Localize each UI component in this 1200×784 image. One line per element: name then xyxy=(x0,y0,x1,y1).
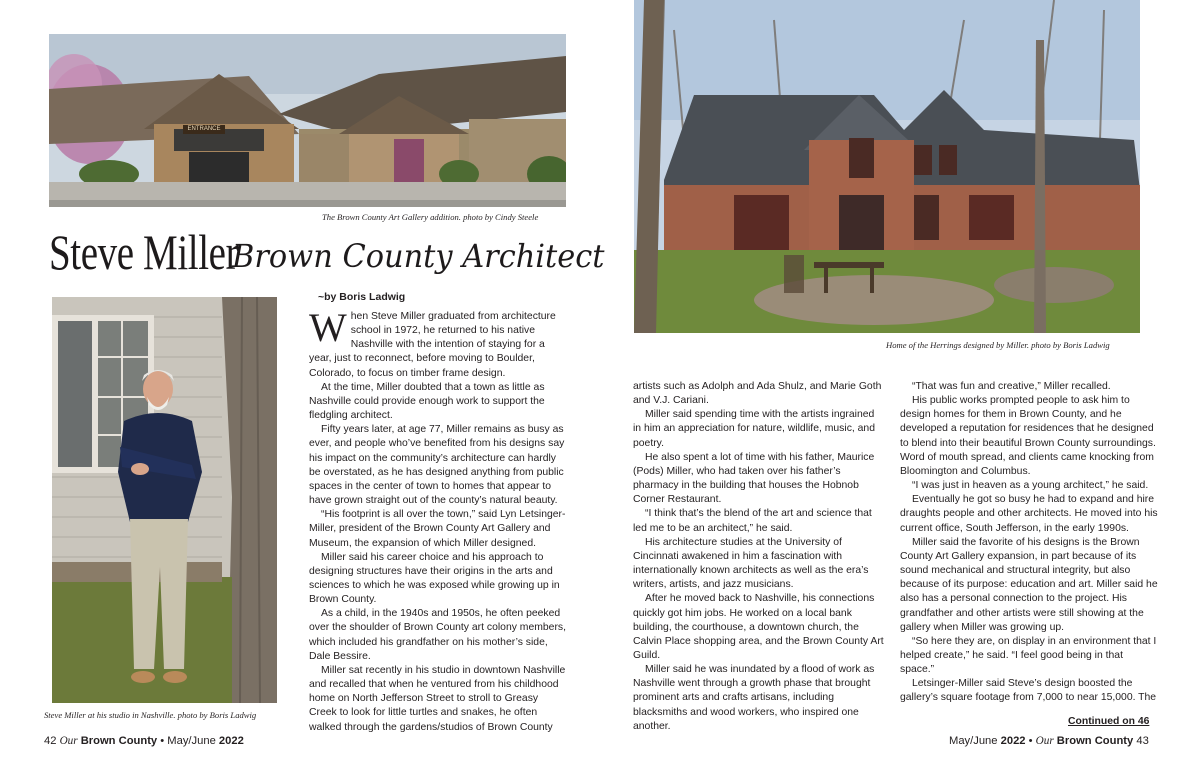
magazine-name: Brown County xyxy=(1056,735,1134,747)
paragraph: Miller said he was inundated by a flood of work as Nashville went through a growth phase that brought prominent arts and crafts artisans, including blacksmiths and wood workers, who inspired one another. xyxy=(633,664,875,732)
portrait-photo-caption: Steve Miller at his studio in Nashville. photo by Boris Ladwig xyxy=(44,710,257,720)
entrance-sign: ENTRANCE xyxy=(183,125,225,134)
paragraph: “That was fun and creative,” Miller recalled. xyxy=(912,381,1111,392)
magazine-name: Brown County xyxy=(80,735,158,747)
paragraph: His public works prompted people to ask him to design homes for them in Brown County, and he developed a reputation for residences that he designed to blend into their beautiful Brown County surroundings. Word of mouth spread, and clients came knocking from Bloomington and Columbus. xyxy=(900,395,1156,477)
issue-year: 2022 xyxy=(1000,735,1026,747)
paragraph: “I was just in heaven as a young architect,” he said. xyxy=(912,480,1149,492)
paragraph: His architecture studies at the University of Cincinnati awakened in him a fascination with internationally known architects as well as the era’s writers, artists, and jazz musicians. xyxy=(633,536,869,591)
drop-cap: W xyxy=(309,305,347,350)
paragraph: Fifty years later, at age 77, Miller remains as busy as ever, and people who’ve benefited from his designs say his impact on the community’s architecture can hardly be overstated, as he has designed anything from public spaces in the center of town to homes that appear to have grown straight out of the county’s natural beauty. xyxy=(309,424,565,507)
article-column-3 xyxy=(900,380,1158,706)
paragraph: Miller sat recently in his studio in downtown Nashville and recalled that when he ventured from his childhood home on North Jefferson Street to stroll to Greasy Creek to look for little turtles and snakes, he often walked through the gardens/studios of Brown County xyxy=(309,664,566,733)
paragraph: “I think that’s the blend of the art and science that led me to be an architect,” he said. xyxy=(633,508,872,534)
article-title: Steve Miller xyxy=(49,224,239,280)
page-number-right: 43 xyxy=(1136,735,1149,747)
paragraph: At the time, Miller doubted that a town as little as Nashville could provide enough work to support the fledgling architect. xyxy=(309,381,545,422)
footer-left xyxy=(44,735,244,747)
issue: May/June xyxy=(949,735,998,747)
continued-link[interactable]: Continued on 46 xyxy=(1068,716,1150,727)
home-photo-caption: Home of the Herrings designed by Miller. photo by Boris Ladwig xyxy=(886,340,1110,350)
paragraph: Miller said his career choice and his approach to designing structures have their origins in the arts and sciences to which he was exposed while growing up in Brown County. xyxy=(309,551,560,606)
paragraph: Eventually he got so busy he had to expand and hire draughts people and other architects. He moved into his current office, South Jefferson, in the early 1990s. xyxy=(900,494,1158,534)
paragraph: When Steve Miller graduated from architecture school in 1972, he returned to his native Nashville with the intention of staying for a year, just to reconnect, before moving to Boulder, Colorado, to focus on timber frame design. xyxy=(309,305,556,379)
gallery-photo xyxy=(49,34,566,207)
home-photo xyxy=(634,0,1140,333)
paragraph: He also spent a lot of time with his father, Maurice (Pods) Miller, who had taken over his father’s pharmacy in the building that houses the Hobnob Corner Restaurant. xyxy=(633,451,875,506)
article-subtitle: Brown County Architect xyxy=(232,237,605,275)
footer-separator: • xyxy=(160,735,165,747)
article-byline: ~by Boris Ladwig xyxy=(318,291,406,303)
paragraph: After he moved back to Nashville, his connections quickly got him jobs. He worked on a local bank building, the courthouse, a downtown church, the Calvin Place shopping area, and the Brown County Art Guild. xyxy=(633,593,884,661)
gallery-photo-caption: The Brown County Art Gallery addition. photo by Cindy Steele xyxy=(322,212,539,222)
paragraph: Miller said spending time with the artists ingrained in him an appreciation for nature, wildlife, music, and poetry. xyxy=(633,409,875,449)
magazine-our: Our xyxy=(59,735,78,747)
footer-right xyxy=(949,735,1149,747)
paragraph: artists such as Adolph and Ada Shulz, and Marie Goth and V.J. Cariani. xyxy=(633,381,882,407)
article-column-1 xyxy=(309,305,567,735)
paragraph: “His footprint is all over the town,” said Lyn Letsinger-Miller, president of the Brown County Art Gallery and Museum, the expansion of which Miller designed. xyxy=(309,509,566,549)
footer-separator: • xyxy=(1028,735,1033,747)
issue-year: 2022 xyxy=(218,735,244,747)
magazine-our: Our xyxy=(1035,735,1054,747)
paragraph: “So here they are, on display in an environment that I helped create,” he said. “I feel good being in that space.” xyxy=(900,635,1157,676)
portrait-photo xyxy=(52,297,277,703)
paragraph: As a child, in the 1940s and 1950s, he often peeked over the shoulder of Brown County art colony members, which included his grandfather on his mother’s side, Dale Bessire. xyxy=(309,608,567,662)
issue: May/June xyxy=(167,735,216,747)
paragraph: Miller said the favorite of his designs is the Brown County Art Gallery expansion, in part because of its sound mechanical and structural integrity, but also because of its purpose: education and art. Miller said he also has a personal connection to the project. His grandfather and other artists were still showing at the gallery when Miller was growing up. xyxy=(900,536,1158,633)
paragraph: Letsinger-Miller said Steve’s design boosted the gallery’s square footage from 7,000 to near 15,000. The xyxy=(900,678,1157,704)
page-number-left: 42 xyxy=(44,735,57,747)
article-column-2 xyxy=(633,380,885,734)
